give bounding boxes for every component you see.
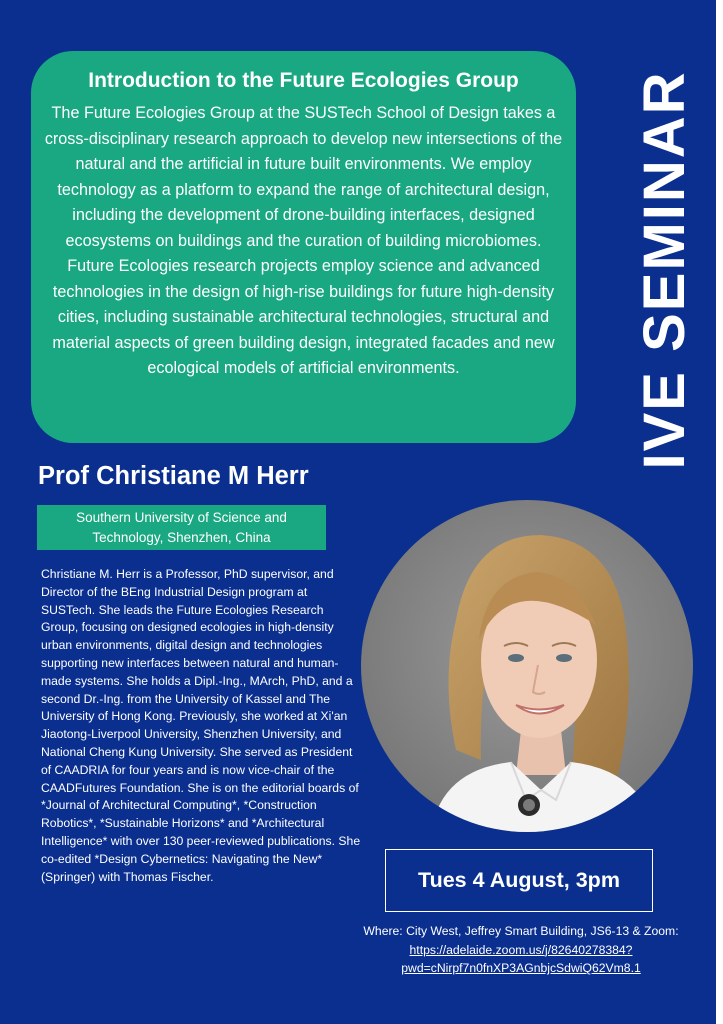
intro-body: The Future Ecologies Group at the SUSTech School of Design takes a cross-disciplinary research approach to develop new intersections of the natural and the artificial in future built environments. We employ technology as a platform to expand the range of architectural design, including the development of drone-building interfaces, designed ecosystems on buildings and the curation of building microbiomes. Future Ecologies research projects employ science and advanced technologies in the design of high-rise buildings for future high-density cities, including sustainable architectural technologies, structural and material aspects of green building design, integrated facades and new ecological models of artificial environments. — [44, 104, 563, 377]
date-time-box — [385, 849, 653, 912]
zoom-link[interactable]: https://adelaide.zoom.us/j/82640278384?pwd=cNirpf7n0fnXP3AGnbjcSdwiQ62Vm8.1 — [401, 942, 641, 975]
affiliation-text: Southern University of Science and Technology, Shenzhen, China — [76, 509, 287, 545]
intro-card — [31, 51, 576, 443]
right-edge-strip — [716, 0, 723, 1024]
date-time-text: Tues 4 August, 3pm — [418, 868, 620, 892]
speaker-name: Prof Christiane M Herr — [38, 462, 309, 490]
location-info — [362, 922, 680, 978]
intro-title: Introduction to the Future Ecologies Group — [88, 69, 519, 92]
speaker-bio: Christiane M. Herr is a Professor, PhD supervisor, and Director of the BEng Industrial Design program at SUSTech. She leads the Future Ecologies Research Group, focusing on designed ecologies in high-density urban environments, digital design and technologies supporting new interfaces between natural and human-made systems. She holds a Dipl.-Ing., MArch, PhD, and a second Dr.-Ing. from the University of Kassel and The University of Hong Kong. Previously, she worked at Xi'an Jiaotong-Liverpool University, Shenzhen University, and National Cheng Kung University. She served as President of CAADRIA for four years and is now vice-chair of the CAADFutures Foundation. She is on the editorial boards of *Journal of Architectural Computing*, *Construction Robotics*, *Sustainable Horizons* and *Architectural Intelligence* with over 130 peer-reviewed publications. She co-edited *Design Cybernetics: Navigating the New* (Springer) with Thomas Fischer. — [41, 567, 361, 884]
affiliation-badge — [37, 505, 326, 550]
location-text: Where: City West, Jeffrey Smart Building, JS6-13 & Zoom: — [363, 924, 679, 938]
portrait-illustration — [361, 500, 693, 832]
seminar-title: IVE SEMINAR — [632, 70, 697, 470]
speaker-photo — [361, 500, 693, 832]
